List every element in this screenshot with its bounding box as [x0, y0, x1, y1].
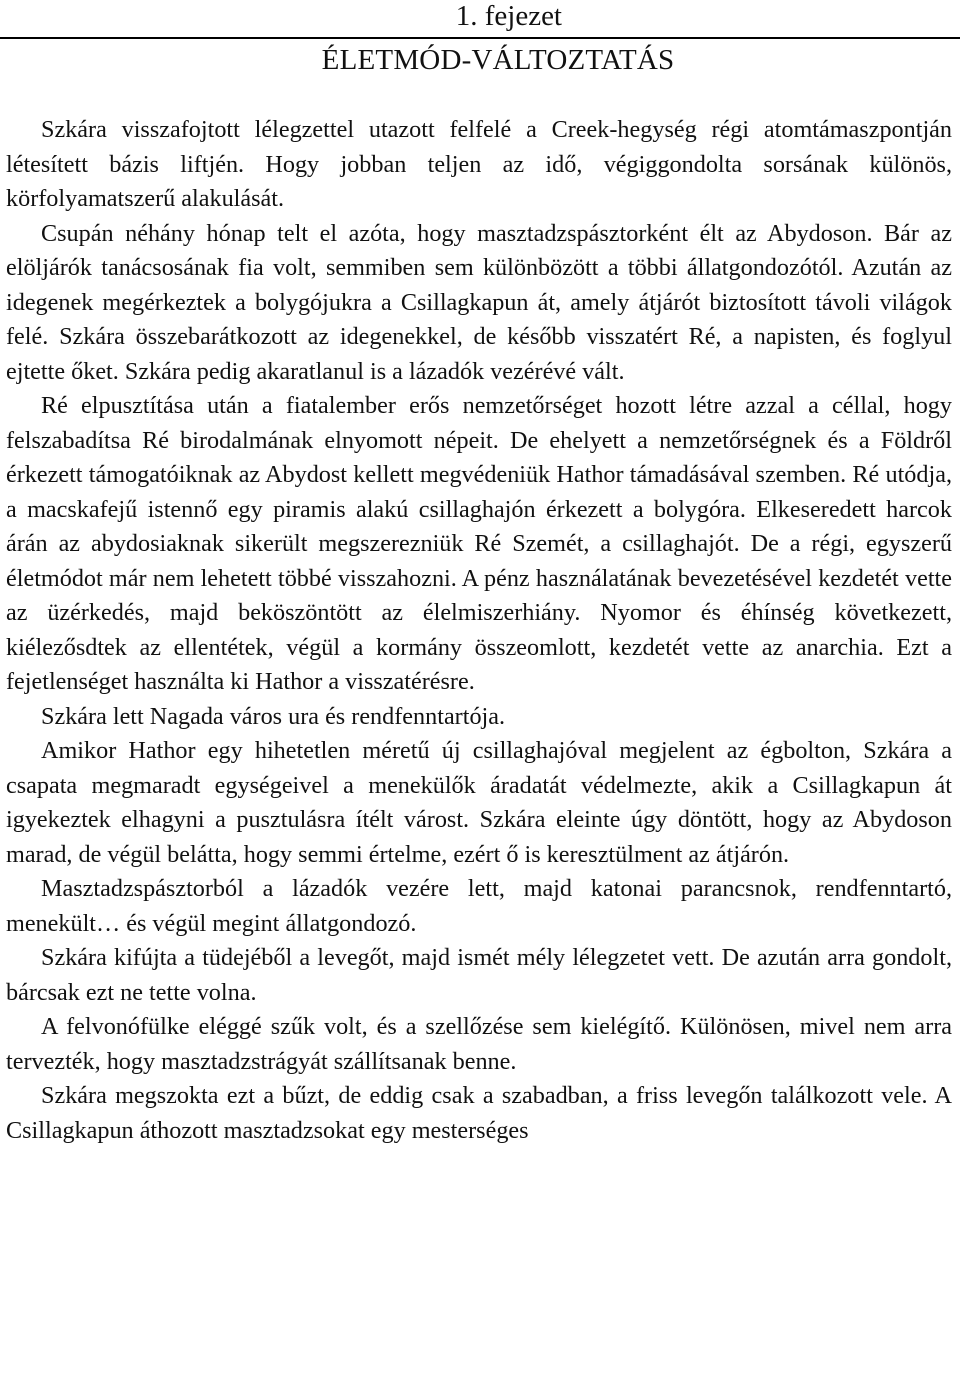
paragraph: Szkára lett Nagada város ura és rendfenntartója. — [41, 702, 506, 730]
paragraph: Szkára visszafojtott lélegzettel utazott felfelé a Creek-hegység régi atomtámaszpontján létesített bázis liftjén. Hogy jobban teljen az idő, végiggondolta sorsának különös, körfolyamatszerű alakulását. — [6, 116, 952, 212]
paragraph: Amikor Hathor egy hihetetlen méretű új csillaghajóval megjelent az égbolton, Szkára a csapata megmaradt egységeivel a menekülők áradatát védelmezte, akik a Csillagkapun át igyekeztek elhagyni a pusztulásra ítélt várost. Szkára eleinte úgy döntött, hogy az Abydoson marad, de végül belátta, hogy semmi értelme, ezért ő is keresztülment az átjárón. — [6, 737, 952, 868]
paragraph: Masztadzspásztorból a lázadók vezére lett, majd katonai parancsnok, rendfenntartó, menekült… és végül megint állatgondozó. — [6, 875, 952, 937]
chapter-number: 1. fejezet — [455, 0, 562, 32]
chapter-title: ÉLETMÓD-VÁLTOZTATÁS — [321, 44, 675, 76]
paragraph: A felvonófülke eléggé szűk volt, és a szellőzése sem kielégítő. Különösen, mivel nem arra tervezték, hogy masztadzstrágyát szállítsanak benne. — [6, 1013, 952, 1075]
paragraph: Csupán néhány hónap telt el azóta, hogy masztadzspásztorként élt az Abydoson. Bár az elöljárók tanácsosának fia volt, semmiben sem különbözött a többi állatgondozótól. Azután az idegenek megérkeztek a bolygójukra a Csillagkapun át, amely átjárót biztosított távoli világok felé. Szkára összebarátkozott az idegenekkel, de később visszatért Ré, a napisten, és foglyul ejtette őket. Szkára pedig akaratlanul is a lázadók vezérévé vált. — [6, 219, 952, 385]
header-divider — [0, 37, 960, 39]
paragraph: Szkára megszokta ezt a bűzt, de eddig csak a szabadban, a friss levegőn találkozott vele. A Csillagkapun áthozott masztadzsokat egy mesterséges — [6, 1082, 952, 1144]
paragraph: Ré elpusztítása után a fiatalember erős nemzetőrséget hozott létre azzal a céllal, hogy felszabadítsa Ré birodalmának elnyomott népeit. De ehelyett a nemzetőrségnek és a Földről érkezett támogatóiknak az Abydost kellett megvédeniük Hathor támadásával szemben. Ré utódja, a macskafejű istennő egy piramis alakú csillaghajón érkezett a bolygóra. Elkeseredett harcok árán az abydosiaknak sikerült megszerezniük Ré Szemét, a csillaghajót. De a régi, egyszerű életmódot már nem lehetett többé visszahozni. A pénz használatának bevezetésével kezdetét vette az üzérkedés, majd beköszöntött az élelmiszerhiány. Nyomor és éhínség következett, kiélezősdtek az ellentétek, végül a kormány összeomlott, kezdetét vette az anarchia. Ezt a fejetlenséget használta ki Hathor a visszatérésre. — [6, 392, 952, 695]
chapter-body — [6, 113, 952, 1148]
paragraph: Szkára kifújta a tüdejéből a levegőt, majd ismét mély lélegzetet vett. De azután arra gondolt, bárcsak ezt ne tette volna. — [6, 944, 952, 1006]
